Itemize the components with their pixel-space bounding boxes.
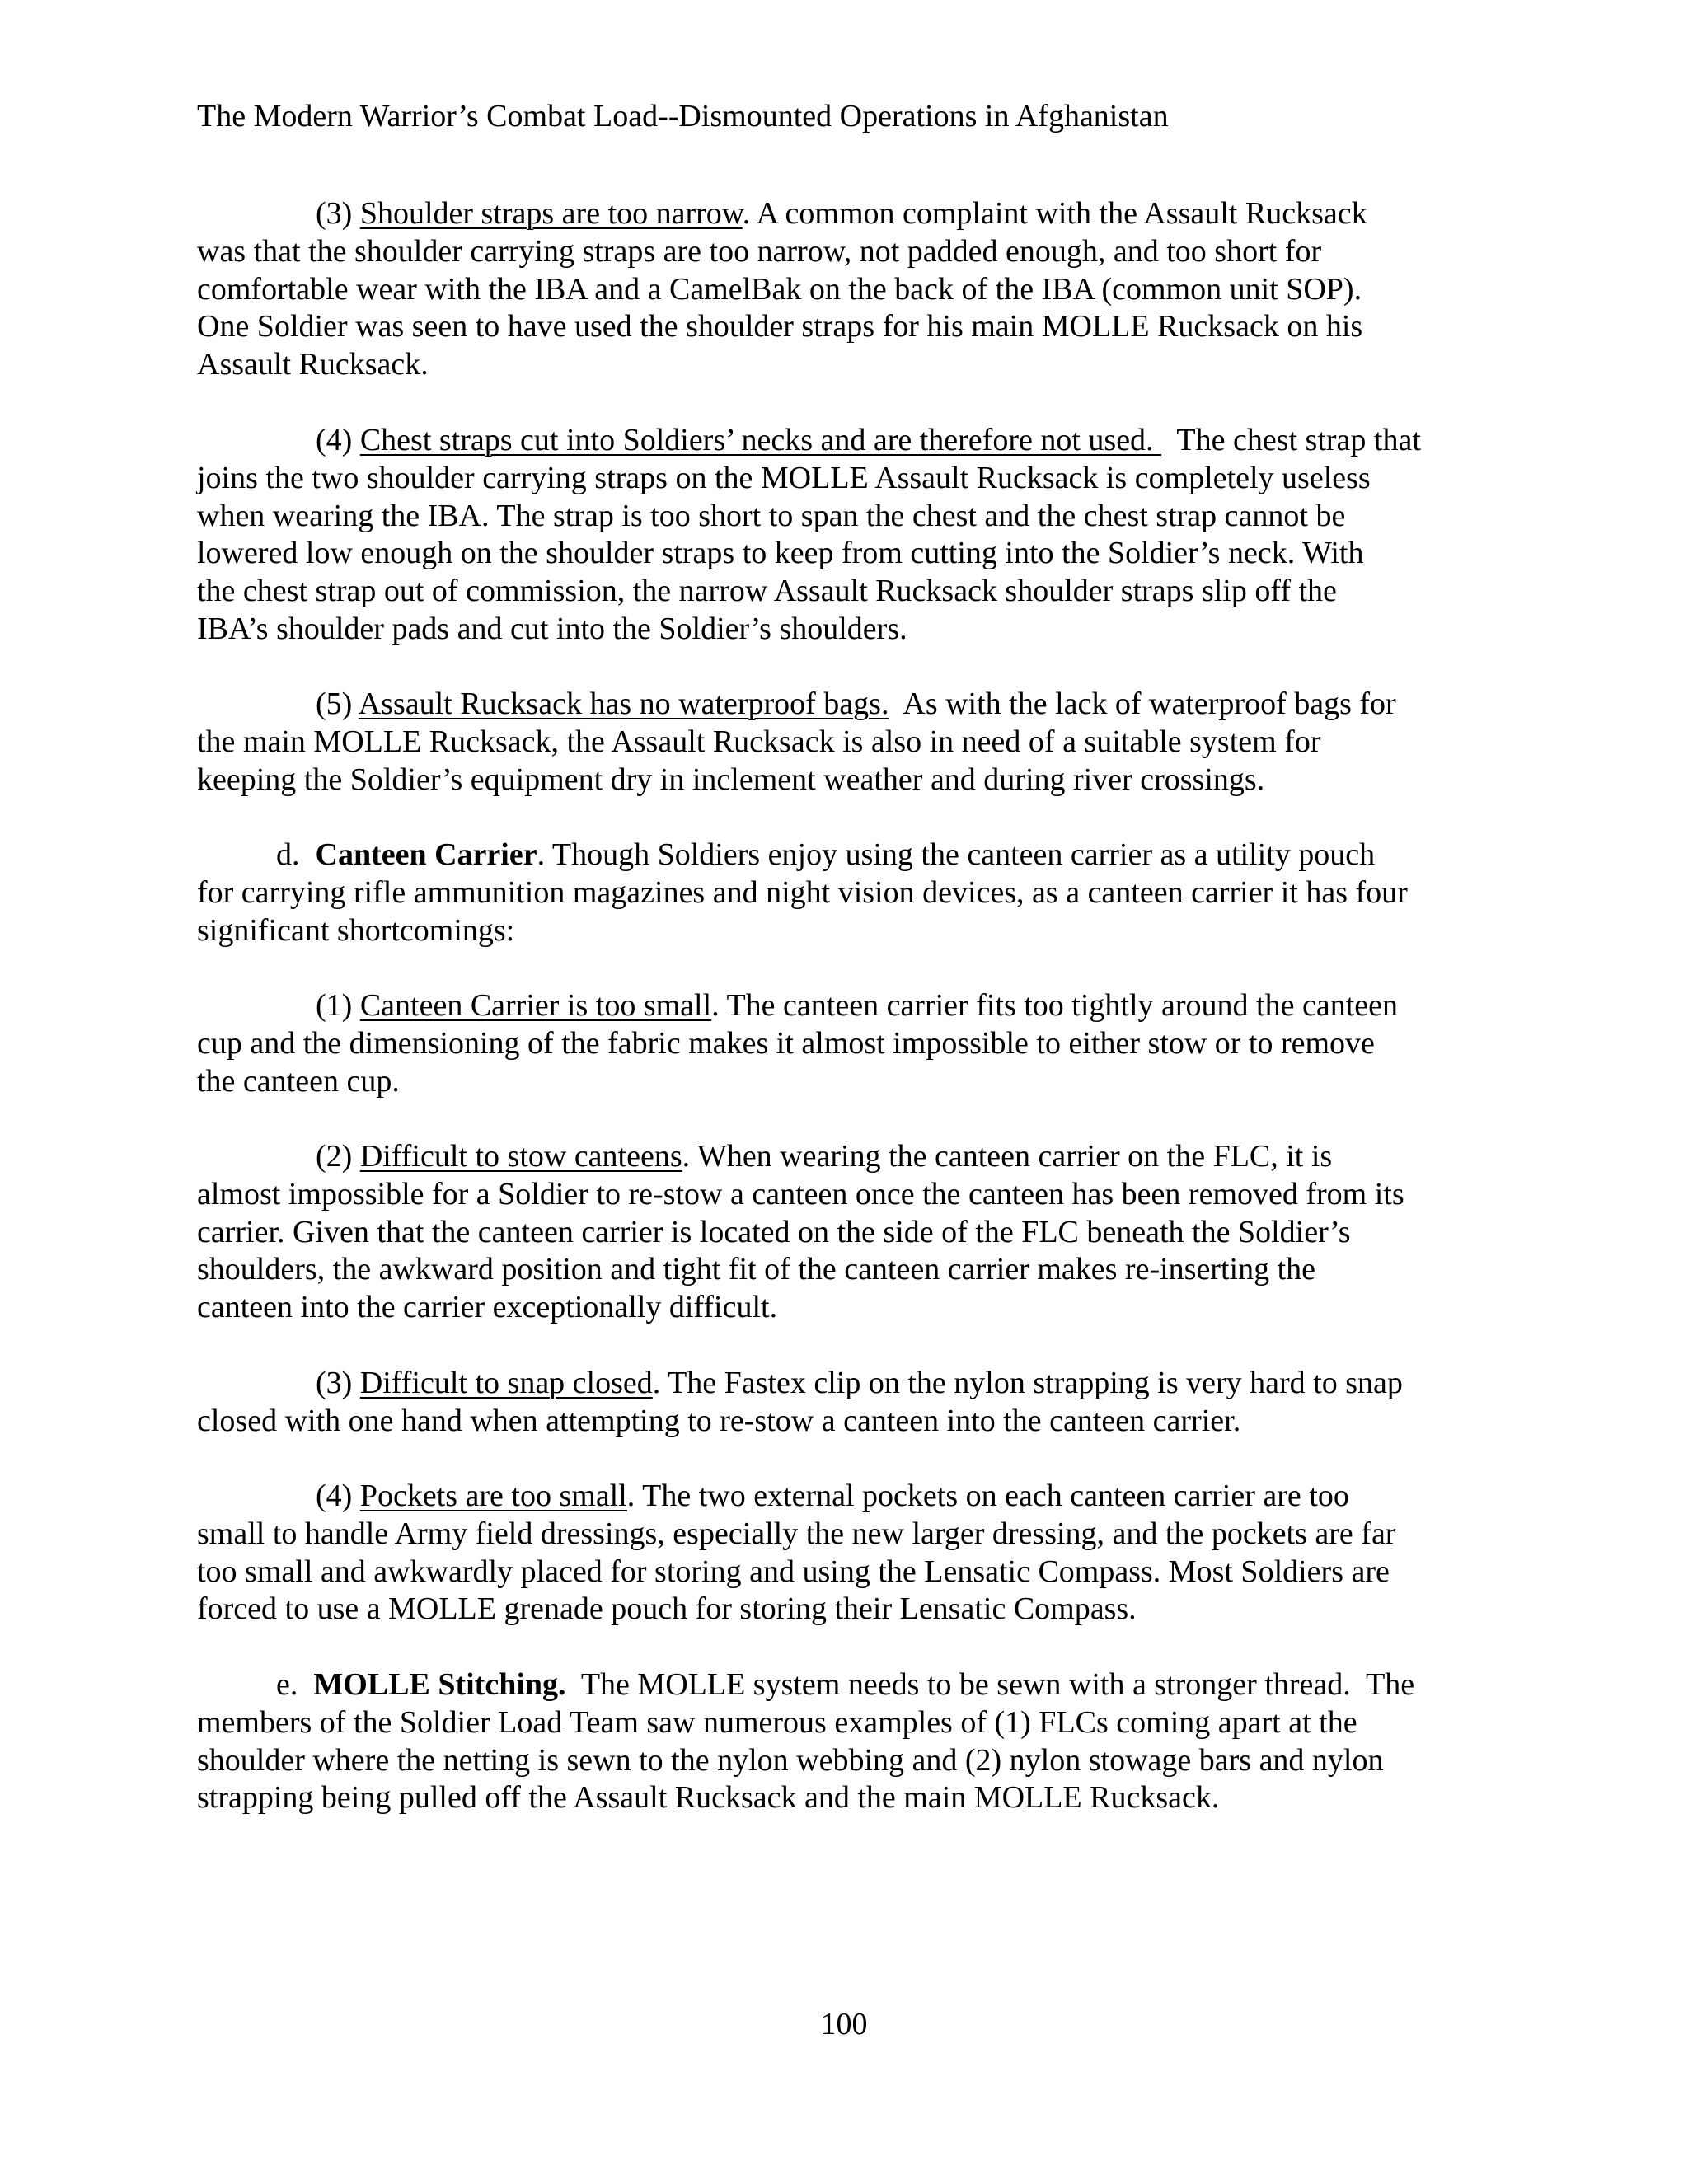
paragraph-line: was that the shoulder carrying straps are too narrow, not padded enough, and too short for bbox=[197, 233, 1322, 269]
paragraph-line: the chest strap out of commission, the narrow Assault Rucksack shoulder straps slip off the bbox=[197, 574, 1337, 609]
line-text: . A common complaint with the Assault Rucksack bbox=[742, 196, 1367, 231]
item-topic: Pockets are too small bbox=[359, 1479, 627, 1513]
item-topic: Difficult to snap closed bbox=[359, 1366, 653, 1400]
paragraph-line: canteen into the carrier exceptionally difficult. bbox=[197, 1290, 778, 1325]
paragraph-line bbox=[197, 1138, 1499, 1176]
paragraph-line bbox=[197, 686, 1499, 724]
item-topic: Difficult to stow canteens bbox=[359, 1139, 682, 1174]
paragraph-line: comfortable wear with the IBA and a CamelBak on the back of the IBA (common unit SOP). bbox=[197, 271, 1362, 307]
item-letter: d. bbox=[276, 837, 316, 872]
page-number: 100 bbox=[820, 2007, 868, 2041]
item-number: (3) bbox=[316, 1366, 360, 1400]
line-text: . The canteen carrier fits too tightly around the canteen bbox=[711, 988, 1399, 1023]
line-text: . When wearing the canteen carrier on the FLC, it is bbox=[682, 1139, 1333, 1174]
paragraph-molle-stitching bbox=[197, 1666, 1499, 1817]
paragraph-line: Assault Rucksack. bbox=[197, 347, 429, 382]
paragraph-waterproof-bags bbox=[197, 686, 1499, 799]
paragraph-line: strapping being pulled off the Assault Rucksack and the main MOLLE Rucksack. bbox=[197, 1780, 1220, 1816]
line-text: . Though Soldiers enjoy using the canteen carrier as a utility pouch bbox=[537, 837, 1376, 872]
paragraph-chest-straps bbox=[197, 422, 1499, 649]
paragraph-line: closed with one hand when attempting to re-stow a canteen into the canteen carrier. bbox=[197, 1403, 1241, 1438]
paragraph-line: One Soldier was seen to have used the shoulder straps for his main MOLLE Rucksack on his bbox=[197, 309, 1363, 344]
paragraph-shoulder-straps bbox=[197, 195, 1499, 384]
line-text: The chest strap that bbox=[1161, 423, 1421, 457]
paragraph-line: forced to use a MOLLE grenade pouch for storing their Lensatic Compass. bbox=[197, 1591, 1137, 1627]
paragraph-line: significant shortcomings: bbox=[197, 912, 515, 948]
paragraph-line: shoulder where the netting is sewn to the nylon webbing and (2) nylon stowage bars and nylon bbox=[197, 1742, 1384, 1778]
item-topic: Shoulder straps are too narrow bbox=[359, 196, 743, 231]
paragraph-line: joins the two shoulder carrying straps on the MOLLE Assault Rucksack is completely useless bbox=[197, 460, 1371, 495]
line-text: The MOLLE system needs to be sewn with a stronger thread. The bbox=[565, 1667, 1415, 1702]
paragraph-canteen-carrier bbox=[197, 837, 1499, 949]
paragraph-line: for carrying rifle ammunition magazines and night vision devices, as a canteen carrier it has four bbox=[197, 874, 1408, 910]
paragraph-line: too small and awkwardly placed for storing and using the Lensatic Compass. Most Soldiers are bbox=[197, 1554, 1390, 1589]
item-number: (4) bbox=[316, 423, 360, 457]
paragraph-line: cup and the dimensioning of the fabric makes it almost impossible to either stow or to remove bbox=[197, 1025, 1375, 1061]
paragraph-line bbox=[197, 1666, 1499, 1704]
paragraph-difficult-to-snap bbox=[197, 1365, 1499, 1441]
item-number: (2) bbox=[316, 1139, 360, 1174]
paragraph-carrier-too-small bbox=[197, 987, 1499, 1100]
paragraph-line bbox=[197, 1478, 1499, 1516]
item-number: (3) bbox=[316, 196, 360, 231]
paragraph-line: small to handle Army field dressings, especially the new larger dressing, and the pockets are far bbox=[197, 1516, 1396, 1551]
section-heading: MOLLE Stitching. bbox=[313, 1667, 566, 1702]
paragraph-line bbox=[197, 422, 1499, 460]
paragraph-line: members of the Soldier Load Team saw numerous examples of (1) FLCs coming apart at the bbox=[197, 1704, 1357, 1740]
line-text: . The two external pockets on each canteen carrier are too bbox=[626, 1479, 1349, 1513]
paragraph-line bbox=[197, 1365, 1499, 1403]
paragraph-line: the canteen cup. bbox=[197, 1063, 400, 1099]
running-header: The Modern Warrior’s Combat Load--Dismounted Operations in Afghanistan bbox=[197, 99, 1169, 134]
paragraph-difficult-to-stow bbox=[197, 1138, 1499, 1327]
section-heading: Canteen Carrier bbox=[315, 837, 537, 872]
item-number: (1) bbox=[316, 988, 360, 1023]
paragraph-line: IBA’s shoulder pads and cut into the Soldier’s shoulders. bbox=[197, 611, 907, 646]
item-topic: Assault Rucksack has no waterproof bags. bbox=[358, 687, 889, 721]
line-text: As with the lack of waterproof bags for bbox=[889, 687, 1396, 721]
paragraph-line bbox=[197, 195, 1499, 233]
item-number: (5) bbox=[316, 687, 359, 721]
paragraph-line: when wearing the IBA. The strap is too short to span the chest and the chest strap cannot be bbox=[197, 498, 1346, 533]
item-topic: Canteen Carrier is too small bbox=[359, 988, 712, 1023]
paragraph-line: lowered low enough on the shoulder straps to keep from cutting into the Soldier’s neck. With bbox=[197, 536, 1364, 571]
paragraph-line: keeping the Soldier’s equipment dry in inclement weather and during river crossings. bbox=[197, 762, 1265, 797]
line-text: . The Fastex clip on the nylon strapping is very hard to snap bbox=[652, 1366, 1403, 1400]
paragraph-line: almost impossible for a Soldier to re-stow a canteen once the canteen has been removed from its bbox=[197, 1176, 1404, 1212]
paragraph-line: the main MOLLE Rucksack, the Assault Rucksack is also in need of a suitable system for bbox=[197, 724, 1321, 759]
item-letter: e. bbox=[276, 1667, 314, 1702]
item-number: (4) bbox=[316, 1479, 360, 1513]
item-topic: Chest straps cut into Soldiers’ necks and are therefore not used. bbox=[359, 423, 1162, 457]
paragraph-line bbox=[197, 987, 1499, 1025]
paragraph-line: carrier. Given that the canteen carrier is located on the side of the FLC beneath the Soldier’s bbox=[197, 1214, 1351, 1249]
paragraph-pockets-too-small bbox=[197, 1478, 1499, 1629]
paragraph-line bbox=[197, 837, 1499, 874]
paragraph-line: shoulders, the awkward position and tight fit of the canteen carrier makes re-inserting the bbox=[197, 1252, 1315, 1287]
